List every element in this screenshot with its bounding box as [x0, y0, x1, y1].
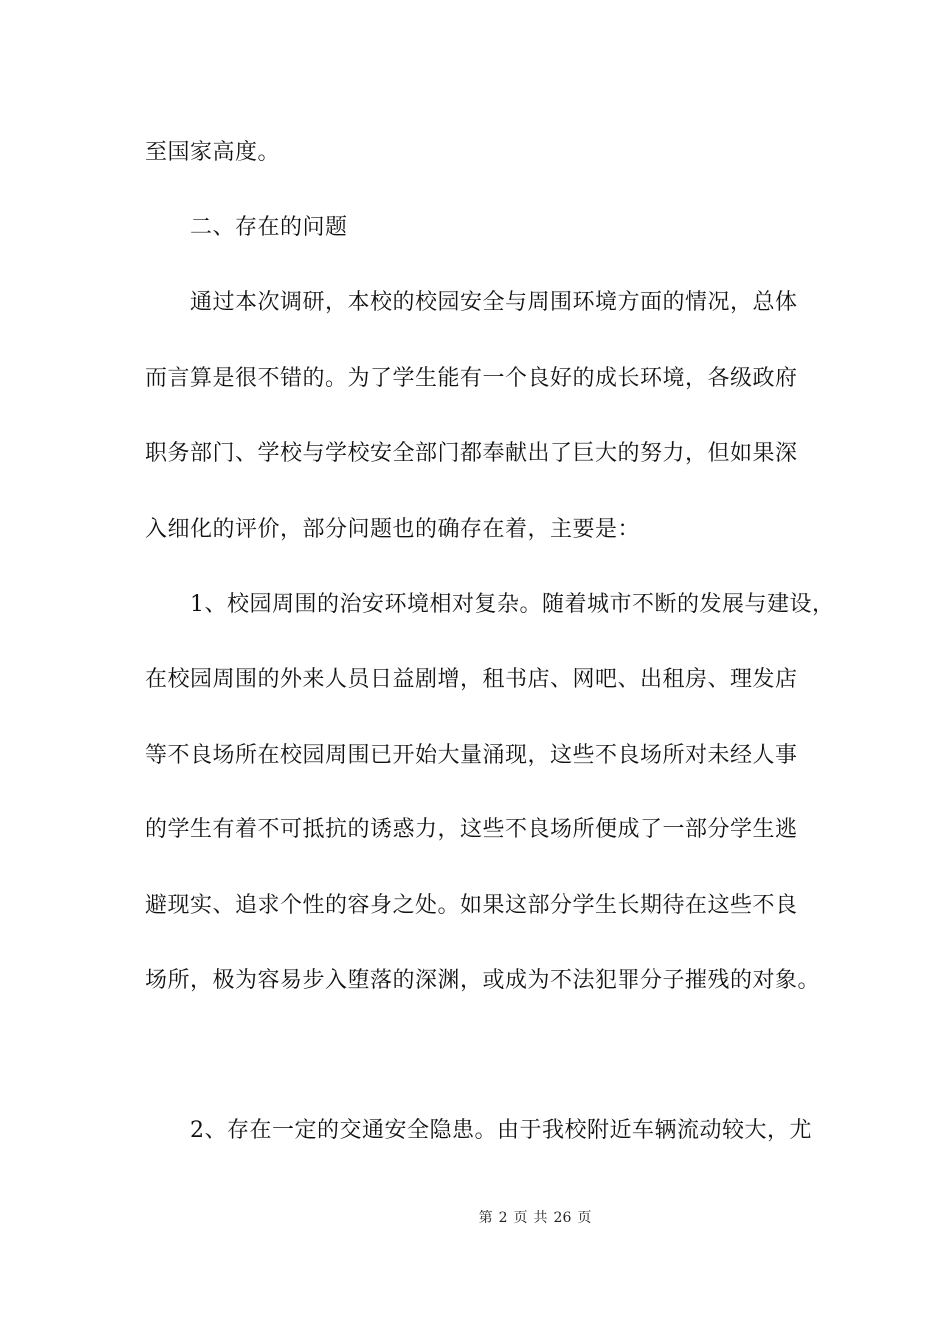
text-line: 而言算是很不错的。为了学生能有一个良好的成长环境，各级政府: [145, 366, 798, 391]
text-line: 2、存在一定的交通安全隐患。由于我校附近车辆流动较大，尤: [190, 1118, 812, 1143]
text-line: 等不良场所在校园周围已开始大量涌现，这些不良场所对未经人事: [145, 743, 798, 768]
text-line: 至国家高度。: [145, 140, 281, 165]
footer-total-pages: 26: [553, 1210, 572, 1226]
section-heading: 二、存在的问题: [190, 215, 348, 240]
text-line: 1、校园周围的治安环境相对复杂。随着城市不断的发展与建设，: [190, 592, 835, 617]
footer-mid2: 共: [533, 1210, 548, 1226]
footer-current-page: 2: [498, 1210, 508, 1226]
footer-suffix: 页: [577, 1210, 592, 1226]
text-line: 的学生有着不可抵抗的诱惑力，这些不良场所便成了一部分学生逃: [145, 817, 798, 842]
text-line: 在校园周围的外来人员日益剧增，租书店、网吧、出租房、理发店: [145, 667, 798, 692]
footer-mid1: 页: [513, 1210, 528, 1226]
footer-prefix: 第: [478, 1210, 493, 1226]
text-line: 通过本次调研，本校的校园安全与周围环境方面的情况，总体: [190, 290, 798, 315]
text-line: 职务部门、学校与学校安全部门都奉献出了巨大的努力，但如果深: [145, 441, 798, 466]
text-line: 入细化的评价，部分问题也的确存在着，主要是：: [145, 517, 641, 542]
text-line: 场所，极为容易步入堕落的深渊，或成为不法犯罪分子摧残的对象。: [145, 968, 821, 993]
page-footer: [0, 1208, 950, 1228]
text-line: 避现实、追求个性的容身之处。如果这部分学生长期待在这些不良: [145, 893, 798, 918]
